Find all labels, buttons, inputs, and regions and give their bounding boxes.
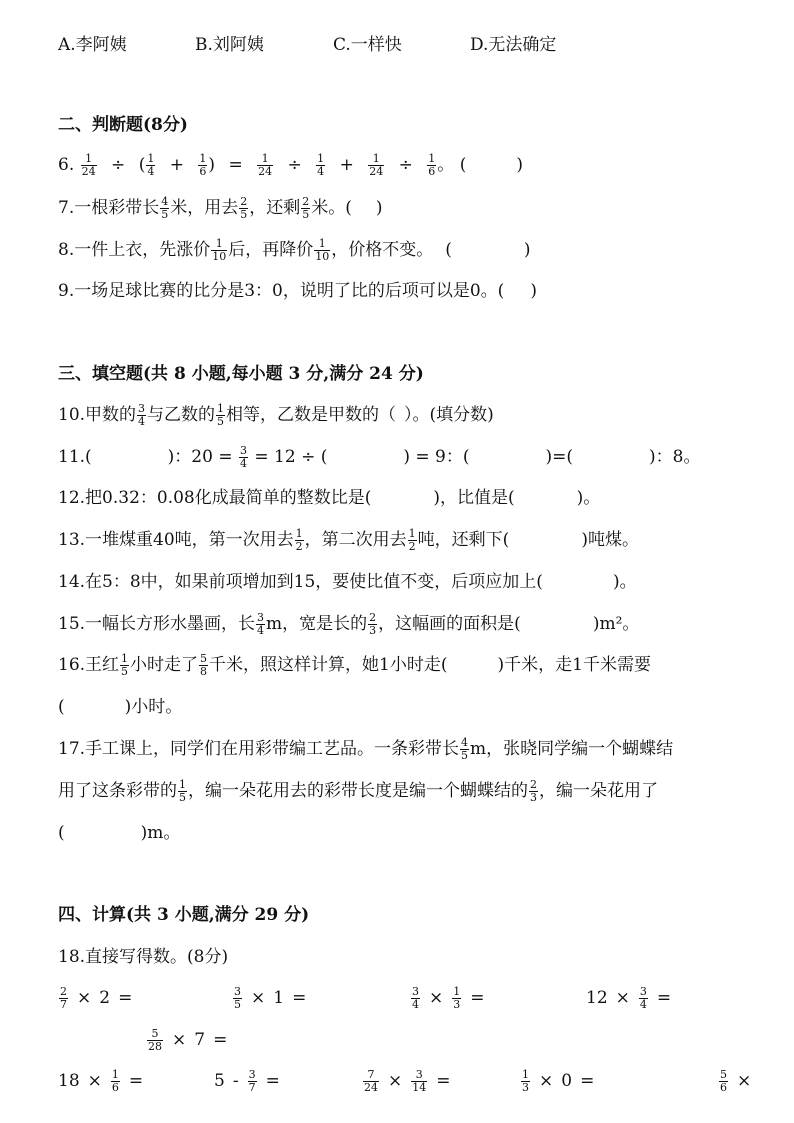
numerator: 2 bbox=[240, 195, 248, 208]
fraction bbox=[529, 779, 538, 804]
answer-blank-close: ) bbox=[530, 281, 537, 301]
answer-blank-open: ( bbox=[459, 155, 467, 175]
fraction bbox=[211, 238, 227, 263]
numerator: 1 bbox=[453, 985, 461, 998]
question-18: 18.直接写得数。(8分) bbox=[58, 947, 229, 967]
denominator: 24 bbox=[258, 165, 273, 178]
divide-sign: ÷ bbox=[111, 155, 126, 175]
q16-text: )小时。 bbox=[124, 697, 183, 717]
numerator: 3 bbox=[412, 985, 419, 998]
numerator: 1 bbox=[179, 778, 186, 791]
paren: ) bbox=[208, 155, 216, 175]
question-17 bbox=[58, 736, 673, 762]
denominator: 8 bbox=[200, 665, 208, 678]
equals-sign: = bbox=[656, 988, 672, 1008]
calc-item bbox=[362, 1068, 459, 1094]
divide-sign: ÷ bbox=[398, 155, 413, 175]
q17-text: m，张晓同学编一个蝴蝶结 bbox=[470, 739, 674, 759]
q6-number: 6. bbox=[58, 155, 75, 175]
denominator: 14 bbox=[412, 1081, 427, 1094]
numerator: 1 bbox=[211, 238, 227, 251]
fraction bbox=[59, 986, 68, 1011]
answer-blank-close: ) bbox=[375, 198, 383, 218]
denominator: 5 bbox=[240, 208, 248, 221]
denominator: 3 bbox=[530, 791, 537, 804]
denominator: 2 bbox=[408, 540, 416, 553]
section-4-title: 四、计算(共 3 小题,满分 29 分) bbox=[58, 905, 310, 925]
denominator: 5 bbox=[217, 415, 225, 428]
denominator: 6 bbox=[111, 1081, 119, 1094]
question-17-cont bbox=[58, 778, 658, 804]
numerator: 1 bbox=[257, 153, 273, 166]
fraction bbox=[719, 1069, 728, 1094]
denominator: 5 bbox=[461, 749, 469, 762]
fraction bbox=[363, 1069, 379, 1094]
question-13 bbox=[58, 527, 639, 553]
numerator: 2 bbox=[530, 778, 537, 791]
q17-text: 17.手工课上，同学们在用彩带编工艺品。一条彩带长 bbox=[58, 739, 460, 759]
times-sign: × bbox=[172, 1030, 187, 1050]
q16-text: )千米，走1千米需要 bbox=[497, 655, 651, 675]
numerator: 1 bbox=[111, 1068, 119, 1081]
q7-text: 米，用去 bbox=[170, 198, 239, 218]
plus-sign: + bbox=[169, 155, 184, 175]
numerator: 7 bbox=[363, 1069, 379, 1082]
denominator: 3 bbox=[522, 1081, 529, 1094]
q10-text: ）。(填分数) bbox=[404, 405, 494, 425]
fraction bbox=[316, 153, 325, 178]
fraction bbox=[427, 153, 436, 178]
question-16-cont bbox=[58, 694, 182, 720]
denominator: 6 bbox=[199, 165, 207, 178]
q12-text: )。 bbox=[576, 488, 601, 508]
numerator: 5 bbox=[147, 1028, 163, 1041]
question-15 bbox=[58, 611, 639, 637]
numerator: 1 bbox=[295, 527, 303, 540]
numerator: 3 bbox=[639, 985, 647, 998]
q9-text: 9.一场足球比赛的比分是3：0，说明了比的后项可以是0。( bbox=[58, 281, 505, 301]
fraction bbox=[314, 238, 330, 263]
numerator: 1 bbox=[81, 153, 97, 166]
q17-text: 用了这条彩带的 bbox=[58, 781, 177, 801]
fraction bbox=[81, 153, 97, 178]
equals-sign: = bbox=[118, 988, 133, 1008]
operand: 2 bbox=[99, 988, 111, 1008]
q14-text: )。 bbox=[612, 572, 637, 592]
numerator: 3 bbox=[257, 611, 265, 624]
question-17-cont2 bbox=[58, 820, 180, 846]
q17-text: ，编一朵花用了 bbox=[539, 781, 658, 801]
equals-sign: = bbox=[265, 1071, 280, 1091]
fraction bbox=[411, 986, 420, 1011]
numerator: 4 bbox=[161, 195, 169, 208]
operand: 12 bbox=[586, 988, 608, 1008]
calc-item bbox=[586, 985, 679, 1011]
times-sign: × bbox=[87, 1071, 102, 1091]
denominator: 3 bbox=[453, 998, 461, 1011]
denominator: 4 bbox=[639, 998, 647, 1011]
fraction bbox=[452, 986, 461, 1011]
answer-blank-open: ( bbox=[445, 240, 452, 260]
operand: 0 bbox=[561, 1071, 573, 1091]
question-7 bbox=[58, 195, 383, 221]
q7-text: 7.一根彩带长 bbox=[58, 198, 160, 218]
question-14 bbox=[58, 569, 637, 595]
operand: 7 bbox=[194, 1030, 206, 1050]
denominator: 4 bbox=[138, 415, 146, 428]
option-a: A.李阿姨 bbox=[58, 35, 127, 55]
fraction bbox=[257, 153, 273, 178]
denominator: 5 bbox=[121, 665, 129, 678]
answer-blank-open: ( bbox=[58, 697, 65, 717]
q7-text: 米。( bbox=[311, 198, 352, 218]
equals-sign: = bbox=[128, 1071, 144, 1091]
q15-text: ，这幅画的面积是( bbox=[378, 614, 521, 634]
numerator: 1 bbox=[199, 152, 207, 165]
q10-text: 与乙数的 bbox=[147, 405, 216, 425]
denominator: 5 bbox=[179, 791, 186, 804]
numerator: 1 bbox=[121, 652, 129, 665]
q15-text: 15.一幅长方形水墨画，长 bbox=[58, 614, 256, 634]
fraction bbox=[147, 1028, 163, 1053]
q16-text: 16.王红 bbox=[58, 655, 120, 675]
section-2-title: 二、判断题(8分) bbox=[58, 115, 188, 135]
fraction bbox=[137, 403, 146, 428]
numerator: 3 bbox=[240, 444, 247, 457]
denominator: 7 bbox=[60, 998, 67, 1011]
numerator: 1 bbox=[217, 402, 225, 415]
q10-text: 相等，乙数是甲数的（ bbox=[226, 405, 397, 425]
numerator: 2 bbox=[302, 195, 310, 208]
denominator: 4 bbox=[412, 998, 419, 1011]
q8-text: 8.一件上衣，先涨价 bbox=[58, 240, 211, 260]
denominator: 28 bbox=[148, 1040, 162, 1053]
denominator: 6 bbox=[428, 165, 436, 178]
denominator: 4 bbox=[147, 165, 155, 178]
divide-sign: ÷ bbox=[287, 155, 302, 175]
q13-text: 吨，还剩下( bbox=[417, 530, 510, 550]
calc-item bbox=[718, 1068, 759, 1094]
equals-sign: = bbox=[470, 988, 485, 1008]
operand: 1 bbox=[273, 988, 285, 1008]
denominator: 2 bbox=[295, 540, 303, 553]
q11-text: = 12 ÷ ( bbox=[254, 447, 328, 467]
q11-text: )：20 = bbox=[167, 447, 233, 467]
question-16 bbox=[58, 652, 651, 678]
fraction bbox=[198, 153, 207, 178]
equals-sign: = bbox=[228, 155, 243, 175]
fraction bbox=[368, 153, 384, 178]
numerator: 3 bbox=[248, 1068, 256, 1081]
plus-sign: + bbox=[339, 155, 354, 175]
q13-text: 13.一堆煤重40吨，第一次用去 bbox=[58, 530, 294, 550]
fraction bbox=[160, 196, 169, 221]
denominator: 10 bbox=[315, 250, 330, 263]
calc-item bbox=[146, 1027, 235, 1053]
times-sign: × bbox=[388, 1071, 403, 1091]
q12-text: )，比值是( bbox=[433, 488, 515, 508]
fraction bbox=[199, 653, 208, 678]
q10-text: 10.甲数的 bbox=[58, 405, 137, 425]
q17-text: ，编一朵花用去的彩带长度是编一个蝴蝶结的 bbox=[188, 781, 528, 801]
denominator: 3 bbox=[369, 624, 377, 637]
q11-text: 11.( bbox=[58, 447, 92, 467]
denominator: 6 bbox=[720, 1081, 727, 1094]
fraction bbox=[239, 196, 248, 221]
fraction bbox=[248, 1069, 257, 1094]
times-sign: × bbox=[77, 988, 92, 1008]
question-12 bbox=[58, 485, 600, 511]
numerator: 3 bbox=[234, 985, 241, 998]
fraction bbox=[146, 153, 155, 178]
denominator: 4 bbox=[257, 624, 265, 637]
denominator: 24 bbox=[81, 165, 96, 178]
q14-text: 14.在5：8中，如果前项增加到15，要使比值不变，后项应加上( bbox=[58, 572, 543, 592]
denominator: 5 bbox=[302, 208, 310, 221]
q16-text: 小时走了 bbox=[130, 655, 199, 675]
calc-item bbox=[520, 1068, 602, 1094]
q11-text: )=( bbox=[545, 447, 574, 467]
numerator: 1 bbox=[314, 238, 330, 251]
numerator: 1 bbox=[368, 153, 384, 166]
fraction bbox=[639, 986, 648, 1011]
q11-text: ) = 9：( bbox=[403, 447, 470, 467]
fraction bbox=[460, 737, 469, 762]
denominator: 24 bbox=[369, 165, 384, 178]
equals-sign: = bbox=[292, 988, 307, 1008]
question-11 bbox=[58, 444, 700, 470]
fraction bbox=[301, 196, 310, 221]
q15-text: )m²。 bbox=[592, 614, 640, 634]
q12-text: 12.把0.32：0.08化成最简单的整数比是( bbox=[58, 488, 372, 508]
numerator: 1 bbox=[317, 152, 325, 165]
q17-text: )m。 bbox=[140, 823, 181, 843]
fraction bbox=[216, 403, 225, 428]
answer-blank-close: ) bbox=[523, 240, 531, 260]
fraction bbox=[521, 1069, 530, 1094]
numerator: 3 bbox=[411, 1069, 427, 1082]
numerator: 4 bbox=[461, 736, 469, 749]
calc-item bbox=[410, 985, 493, 1011]
equals-sign: = bbox=[580, 1071, 595, 1091]
calc-item bbox=[232, 985, 314, 1011]
numerator: 1 bbox=[428, 152, 436, 165]
minus-sign: - bbox=[232, 1071, 239, 1091]
answer-blank-open: ( bbox=[58, 823, 65, 843]
calc-item bbox=[214, 1068, 288, 1094]
question-6 bbox=[58, 152, 523, 178]
option-b: B.刘阿姨 bbox=[195, 35, 264, 55]
fraction bbox=[233, 986, 242, 1011]
q8-text: 后，再降价 bbox=[228, 240, 314, 260]
equals-sign: = bbox=[436, 1071, 451, 1091]
fraction bbox=[178, 779, 187, 804]
fraction bbox=[256, 612, 265, 637]
section-3-title: 三、填空题(共 8 小题,每小题 3 分,满分 24 分) bbox=[58, 364, 424, 384]
times-sign: × bbox=[539, 1071, 554, 1091]
calc-item bbox=[58, 1068, 151, 1094]
equals-sign: = bbox=[213, 1030, 228, 1050]
numerator: 5 bbox=[200, 652, 208, 665]
q11-text: )：8。 bbox=[649, 447, 701, 467]
denominator: 4 bbox=[240, 457, 247, 470]
times-sign: × bbox=[615, 988, 630, 1008]
fraction bbox=[295, 528, 304, 553]
fraction bbox=[411, 1069, 427, 1094]
question-10 bbox=[58, 402, 494, 428]
numerator: 1 bbox=[408, 527, 416, 540]
answer-blank-close: ) bbox=[516, 155, 523, 175]
paren: ( bbox=[138, 155, 146, 175]
q13-text: )吨煤。 bbox=[581, 530, 639, 550]
numerator: 3 bbox=[138, 402, 146, 415]
operand: 5 bbox=[214, 1071, 225, 1091]
fraction bbox=[111, 1069, 120, 1094]
numerator: 2 bbox=[60, 985, 67, 998]
q15-text: m，宽是长的 bbox=[266, 614, 368, 634]
denominator: 5 bbox=[234, 998, 241, 1011]
question-8 bbox=[58, 237, 531, 263]
denominator: 24 bbox=[364, 1081, 378, 1094]
fraction bbox=[239, 445, 248, 470]
q13-text: ，第二次用去 bbox=[304, 530, 407, 550]
option-d: D.无法确定 bbox=[470, 35, 557, 55]
fraction bbox=[120, 653, 129, 678]
q8-text: ，价格不变。 bbox=[331, 240, 434, 260]
question-9 bbox=[58, 278, 537, 304]
calc-item bbox=[58, 985, 140, 1011]
times-sign: × bbox=[737, 1071, 752, 1091]
operand: 18 bbox=[58, 1071, 80, 1091]
numerator: 1 bbox=[522, 1068, 529, 1081]
denominator: 7 bbox=[248, 1081, 256, 1094]
q7-text: ，还剩 bbox=[249, 198, 301, 218]
fraction bbox=[408, 528, 417, 553]
numerator: 2 bbox=[369, 611, 377, 624]
period: 。 bbox=[437, 155, 455, 175]
numerator: 1 bbox=[147, 152, 155, 165]
times-sign: × bbox=[251, 988, 266, 1008]
denominator: 5 bbox=[161, 208, 169, 221]
times-sign: × bbox=[429, 988, 444, 1008]
denominator: 10 bbox=[212, 250, 227, 263]
numerator: 5 bbox=[720, 1068, 727, 1081]
option-c: C.一样快 bbox=[333, 35, 402, 55]
fraction bbox=[368, 612, 377, 637]
q16-text: 千米，照这样计算，她1小时走( bbox=[209, 655, 448, 675]
denominator: 4 bbox=[317, 165, 325, 178]
